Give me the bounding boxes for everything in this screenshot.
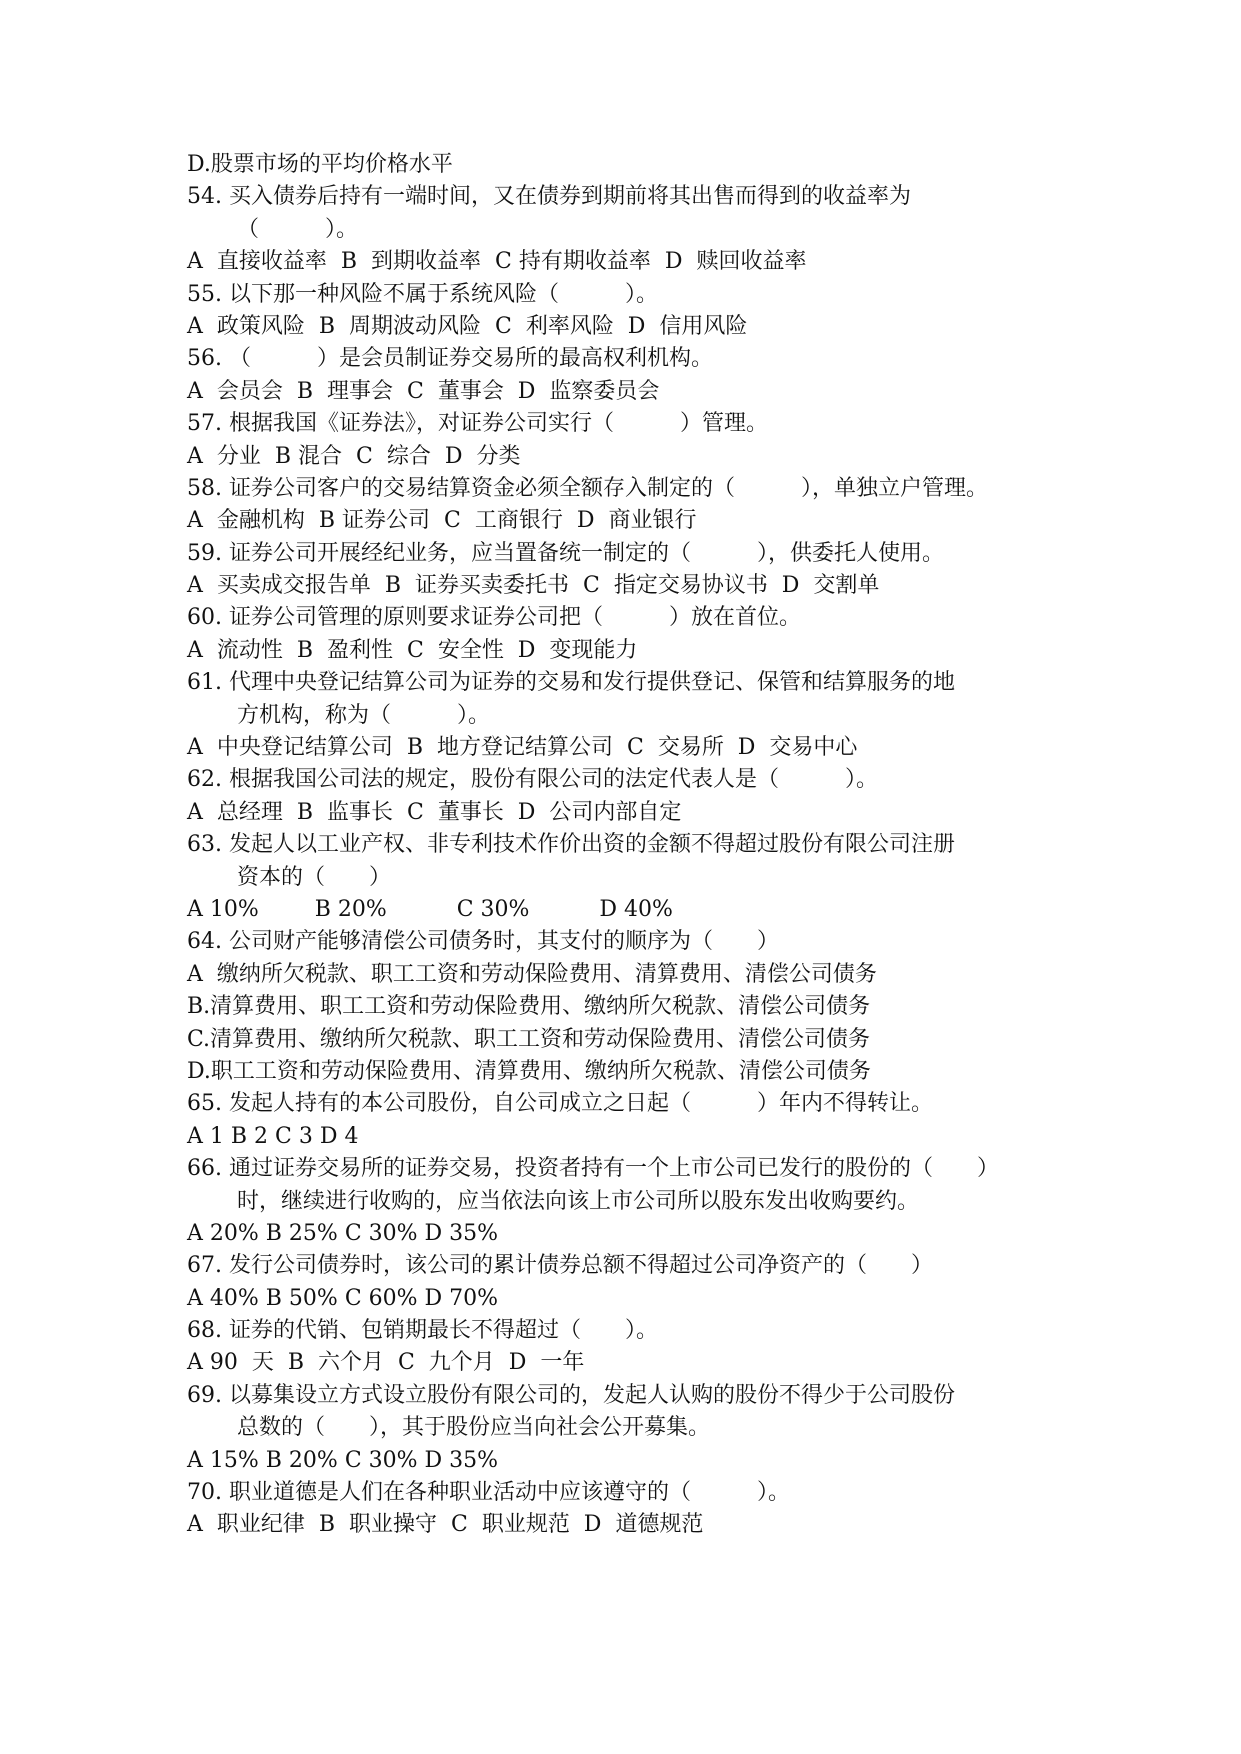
- text-line: A 总经理 B 监事长 C 董事长 D 公司内部自定: [187, 799, 682, 825]
- text-line: A 40% B 50% C 60% D 70%: [187, 1285, 499, 1311]
- text-line: 66. 通过证券交易所的证券交易，投资者持有一个上市公司已发行的股份的（ ）: [187, 1156, 999, 1182]
- text-line: 55. 以下那一种风险不属于系统风险（ ）。: [187, 281, 658, 307]
- text-line: A 金融机构 B 证券公司 C 工商银行 D 商业银行: [187, 508, 697, 534]
- text-line: 63. 发起人以工业产权、非专利技术作价出资的金额不得超过股份有限公司注册: [187, 832, 955, 858]
- text-line: A 职业纪律 B 职业操守 C 职业规范 D 道德规范: [187, 1512, 704, 1538]
- text-line: A 直接收益率 B 到期收益率 C 持有期收益率 D 赎回收益率: [187, 249, 807, 275]
- question-list: [187, 149, 1087, 1542]
- text-line: A 政策风险 B 周期波动风险 C 利率风险 D 信用风险: [187, 313, 748, 339]
- text-line: 65. 发起人持有的本公司股份，自公司成立之日起（ ）年内不得转让。: [187, 1091, 933, 1117]
- text-line: A 20% B 25% C 30% D 35%: [187, 1220, 499, 1246]
- text-line: A 90 天 B 六个月 C 九个月 D 一年: [187, 1350, 585, 1376]
- text-line: C.清算费用、缴纳所欠税款、职工工资和劳动保险费用、清偿公司债务: [187, 1026, 871, 1052]
- text-line: A 买卖成交报告单 B 证券买卖委托书 C 指定交易协议书 D 交割单: [187, 573, 880, 599]
- text-line: A 会员会 B 理事会 C 董事会 D 监察委员会: [187, 378, 660, 404]
- text-line: A 10% B 20% C 30% D 40%: [187, 896, 673, 922]
- text-line: 总数的（ ），其于股份应当向社会公开募集。: [237, 1415, 711, 1441]
- text-line: 69. 以募集设立方式设立股份有限公司的，发起人认购的股份不得少于公司股份: [187, 1382, 955, 1408]
- text-line: 67. 发行公司债券时，该公司的累计债券总额不得超过公司净资产的（ ）: [187, 1253, 933, 1279]
- text-line: A 分业 B 混合 C 综合 D 分类: [187, 443, 521, 469]
- text-line: 时，继续进行收购的，应当依法向该上市公司所以股东发出收购要约。: [237, 1188, 920, 1214]
- text-line: 58. 证券公司客户的交易结算资金必须全额存入制定的（ ），单独立户管理。: [187, 475, 988, 501]
- text-line: 68. 证券的代销、包销期最长不得超过（ ）。: [187, 1318, 658, 1344]
- text-line: 60. 证券公司管理的原则要求证券公司把（ ）放在首位。: [187, 605, 801, 631]
- text-line: 62. 根据我国公司法的规定，股份有限公司的法定代表人是（ ）。: [187, 767, 878, 793]
- text-line: A 15% B 20% C 30% D 35%: [187, 1447, 499, 1473]
- text-line: A 中央登记结算公司 B 地方登记结算公司 C 交易所 D 交易中心: [187, 735, 858, 761]
- text-line: 57. 根据我国《证券法》，对证券公司实行（ ）管理。: [187, 411, 768, 437]
- text-line: D.职工工资和劳动保险费用、清算费用、缴纳所欠税款、清偿公司债务: [187, 1058, 871, 1084]
- text-line: 资本的（ ）: [237, 864, 392, 890]
- text-line: A 流动性 B 盈利性 C 安全性 D 变现能力: [187, 637, 638, 663]
- text-line: A 1 B 2 C 3 D 4: [187, 1123, 359, 1149]
- text-line: 方机构，称为（ ）。: [237, 702, 491, 728]
- text-line: （ ）。: [237, 216, 359, 242]
- text-line: B.清算费用、职工工资和劳动保险费用、缴纳所欠税款、清偿公司债务: [187, 994, 871, 1020]
- text-line: A 缴纳所欠税款、职工工资和劳动保险费用、清算费用、清偿公司债务: [187, 961, 877, 987]
- text-line: 59. 证券公司开展经纪业务，应当置备统一制定的（ ），供委托人使用。: [187, 540, 944, 566]
- text-line: 56. （ ）是会员制证券交易所的最高权利机构。: [187, 346, 713, 372]
- text-line: 61. 代理中央登记结算公司为证券的交易和发行提供登记、保管和结算服务的地: [187, 670, 955, 696]
- text-line: 70. 职业道德是人们在各种职业活动中应该遵守的（ ）。: [187, 1480, 790, 1506]
- text-line: 64. 公司财产能够清偿公司债务时，其支付的顺序为（ ）: [187, 929, 779, 955]
- text-line: 54. 买入债券后持有一端时间，又在债券到期前将其出售而得到的收益率为: [187, 184, 911, 210]
- text-line: D.股票市场的平均价格水平: [187, 152, 453, 177]
